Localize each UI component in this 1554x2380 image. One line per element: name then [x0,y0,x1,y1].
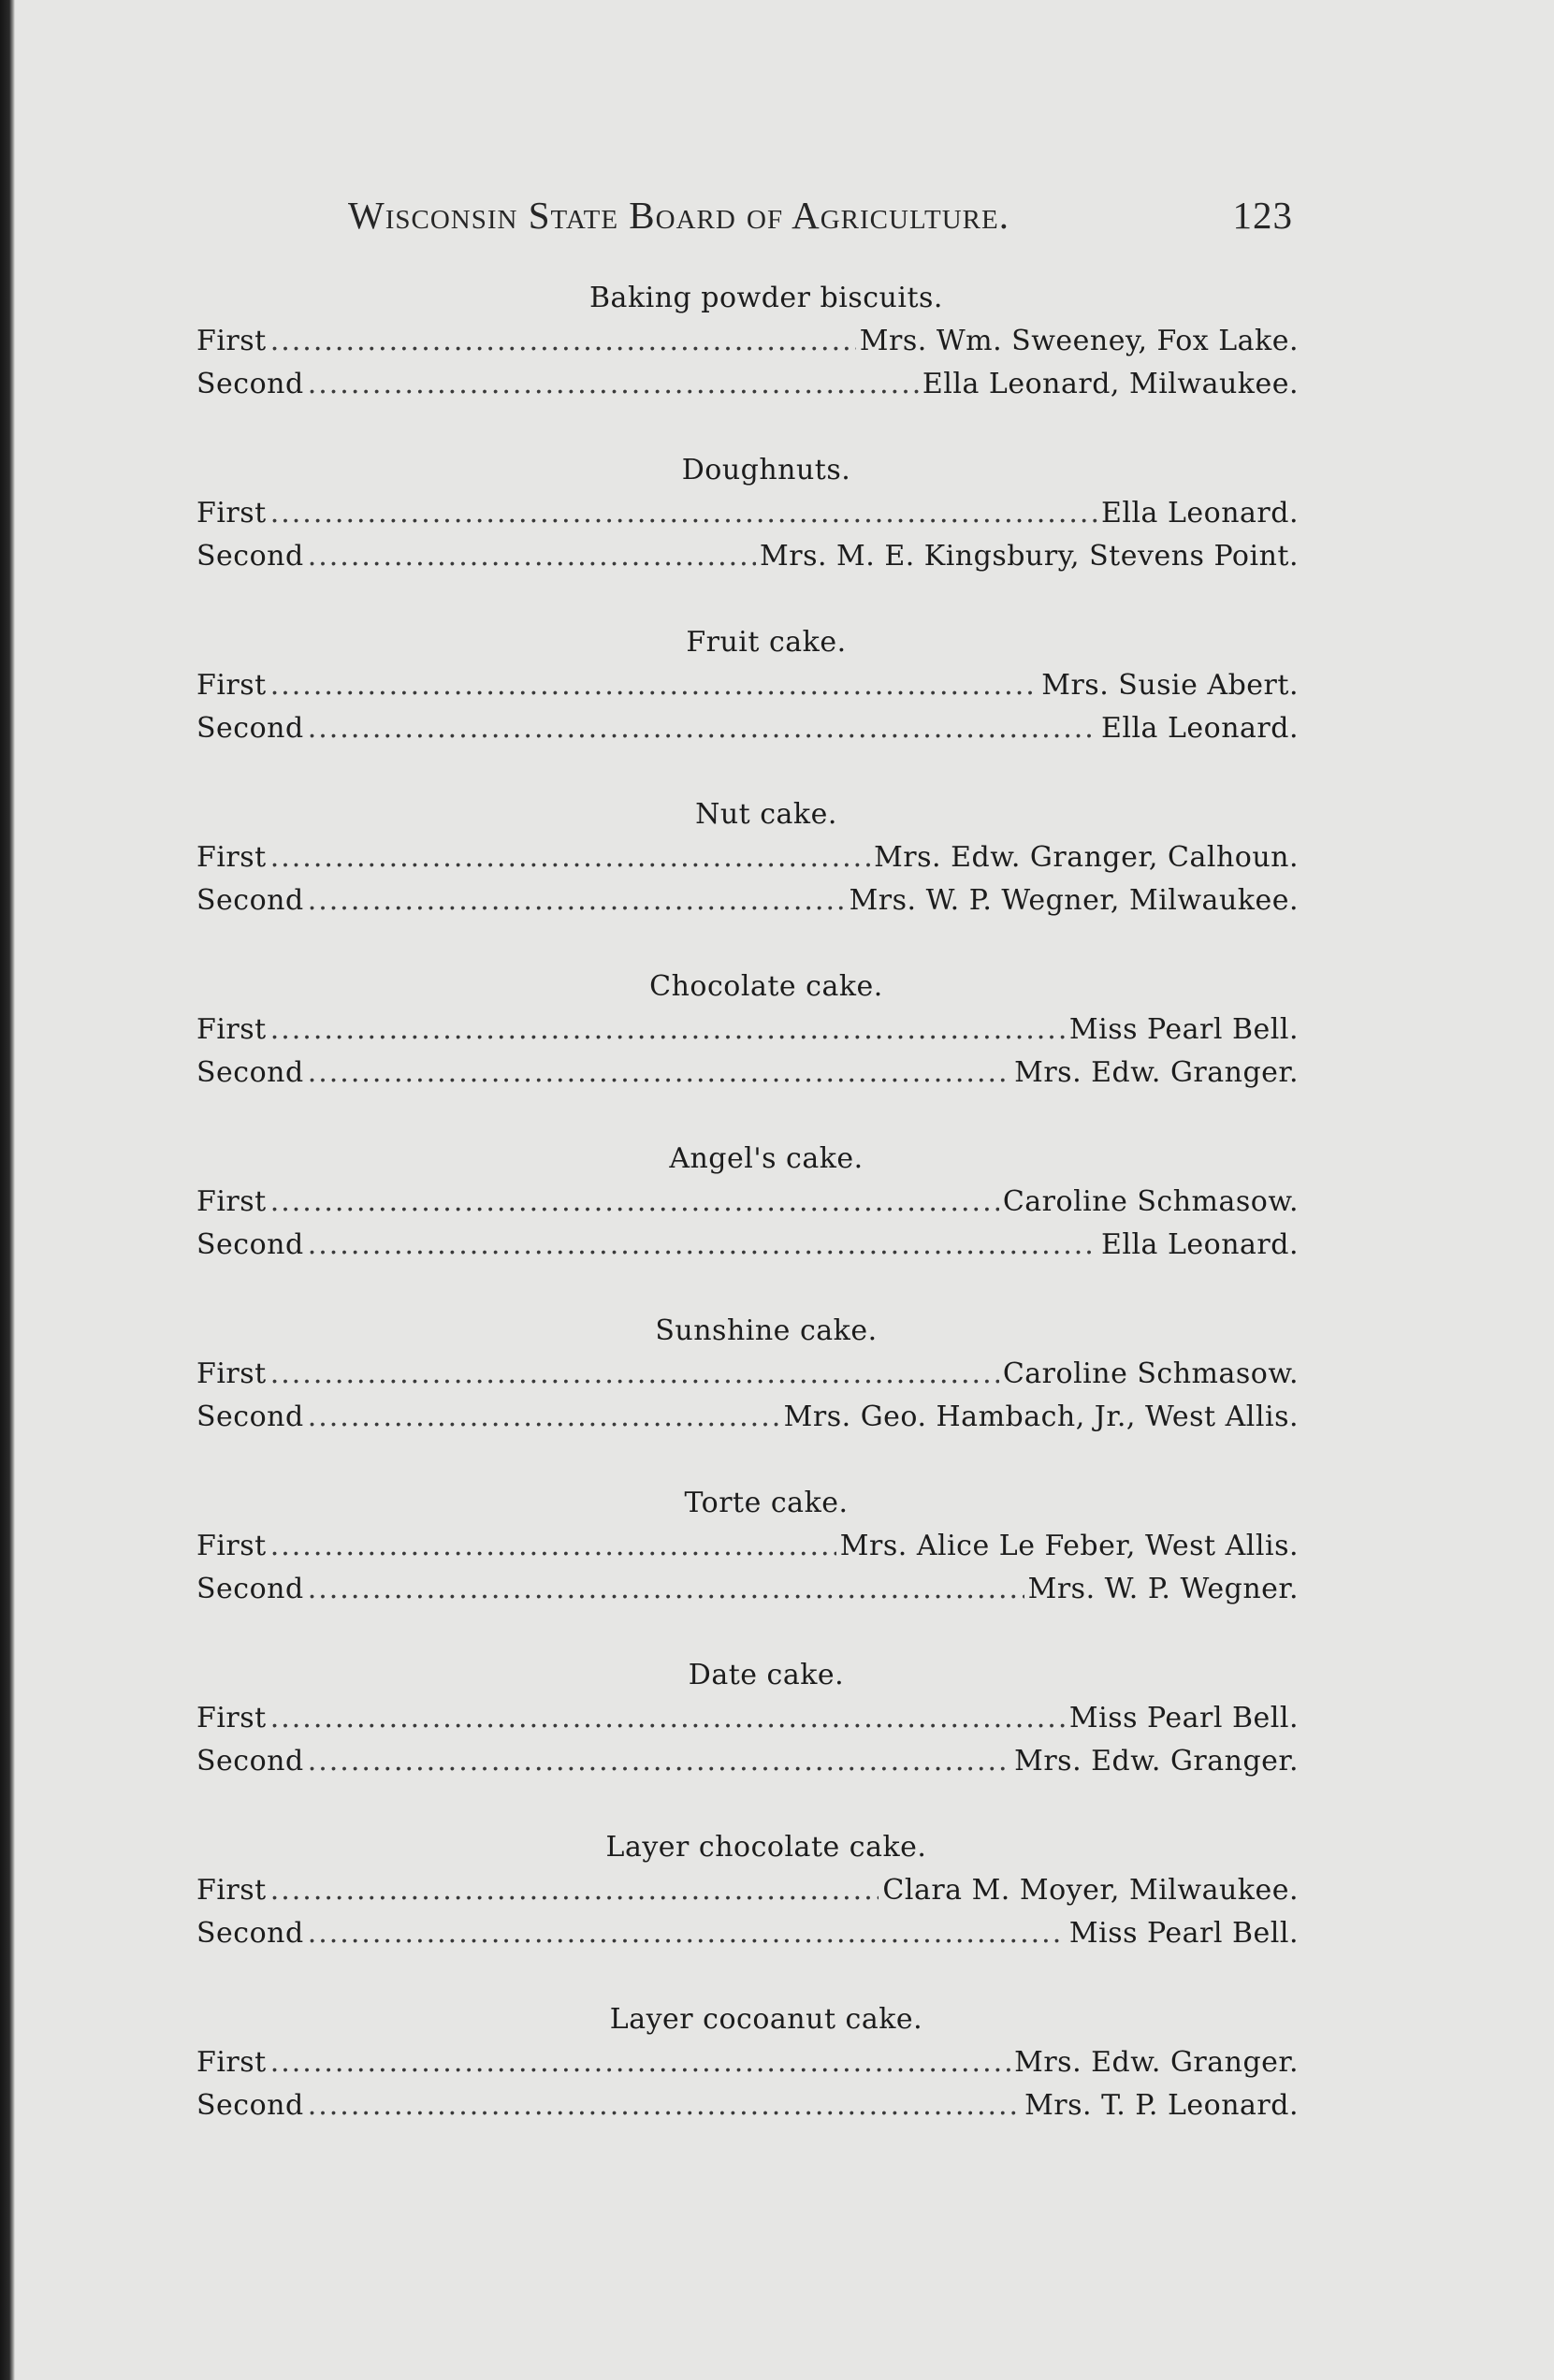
award-place: Second [196,2089,304,2122]
award-place: Second [196,368,304,400]
award-entry [196,492,1299,535]
dot-leader [308,1568,1024,1611]
award-place: First [196,1013,267,1046]
dot-leader [308,535,756,578]
award-winner: Mrs. Edw. Granger. [1014,1056,1299,1089]
award-place: Second [196,1917,304,1950]
award-place: Second [196,540,304,573]
section-title: Angel's cake. [669,1142,864,1175]
award-place: First [196,1874,267,1907]
award-entry [196,1697,1299,1740]
dot-leader [270,1009,1066,1052]
award-entry [196,664,1299,707]
award-entry [196,363,1299,406]
section-title: Fruit cake. [686,626,847,659]
award-place: Second [196,1745,304,1778]
award-winner: Ella Leonard. [1100,1228,1299,1261]
award-winner: Ella Leonard. [1100,712,1299,745]
award-winner: Clara M. Moyer, Milwaukee. [882,1874,1299,1907]
award-place: First [196,1530,267,1562]
award-place: First [196,1702,267,1734]
award-entry [196,1525,1299,1568]
award-entry [196,1052,1299,1095]
award-entry [196,1396,1299,1439]
award-section [196,1654,1299,1826]
award-entry [196,879,1299,922]
award-section [196,793,1299,965]
dot-leader [308,1224,1097,1267]
dot-leader [270,836,870,879]
award-winner: Caroline Schmasow. [1002,1185,1299,1218]
section-title: Doughnuts. [681,454,851,486]
award-place: Second [196,1573,304,1605]
dot-leader [270,1697,1066,1740]
section-title: Chocolate cake. [649,970,883,1003]
page-header [348,193,1293,249]
award-entry [196,2084,1299,2127]
award-place: First [196,1185,267,1218]
award-place: First [196,497,267,530]
award-section [196,1310,1299,1482]
section-title: Baking powder biscuits. [589,282,943,314]
award-entry [196,1181,1299,1224]
dot-leader [270,1181,999,1224]
dot-leader [308,363,919,406]
award-section [196,965,1299,1138]
award-winner: Ella Leonard. [1100,497,1299,530]
page-number: 123 [1232,194,1293,237]
award-section [196,621,1299,793]
award-place: First [196,2046,267,2079]
award-winner: Mrs. T. P. Leonard. [1024,2089,1299,2122]
dot-leader [270,492,1097,535]
award-section [196,1138,1299,1310]
award-winner: Miss Pearl Bell. [1068,1917,1299,1950]
award-place: First [196,841,267,874]
dot-leader [308,1052,1010,1095]
award-entry [196,1740,1299,1783]
dot-leader [270,320,856,363]
award-entry [196,1353,1299,1396]
dot-leader [308,1396,780,1439]
section-title: Torte cake. [684,1487,849,1519]
award-winner: Mrs. W. P. Wegner. [1027,1573,1299,1605]
section-title: Date cake. [688,1659,845,1691]
award-entry [196,1009,1299,1052]
award-winner: Mrs. Wm. Sweeney, Fox Lake. [859,325,1299,357]
award-section [196,1998,1299,2170]
award-winner: Mrs. Geo. Hambach, Jr., West Allis. [783,1400,1299,1433]
dot-leader [270,1869,879,1912]
award-place: First [196,325,267,357]
dot-leader [270,1353,999,1396]
award-winner: Mrs. Susie Abert. [1041,669,1299,702]
award-entry [196,707,1299,750]
award-place: First [196,1357,267,1390]
award-winner: Mrs. Edw. Granger, Calhoun. [874,841,1299,874]
award-entry [196,1568,1299,1611]
dot-leader [308,2084,1021,2127]
award-winner: Mrs. Edw. Granger. [1014,2046,1299,2079]
section-title: Layer chocolate cake. [605,1831,927,1864]
award-entry [196,1869,1299,1912]
award-entry [196,836,1299,879]
dot-leader [308,879,846,922]
award-entry [196,320,1299,363]
dot-leader [270,664,1038,707]
award-place: First [196,669,267,702]
award-entry [196,1224,1299,1267]
dot-leader [270,2041,1010,2084]
award-winner: Mrs. W. P. Wegner, Milwaukee. [849,884,1299,917]
award-place: Second [196,1400,304,1433]
award-place: Second [196,884,304,917]
running-title: Wisconsin State Board of Agriculture. [348,194,1009,237]
dot-leader [308,1912,1066,1955]
award-place: Second [196,1056,304,1089]
award-winner: Mrs. M. E. Kingsbury, Stevens Point. [760,540,1299,573]
dot-leader [308,1740,1010,1783]
award-section [196,277,1299,449]
section-title: Nut cake. [695,798,837,831]
award-entry [196,1912,1299,1955]
award-section [196,1482,1299,1654]
award-section [196,1826,1299,1998]
award-section [196,449,1299,621]
section-title: Sunshine cake. [655,1314,878,1347]
award-winner: Miss Pearl Bell. [1068,1013,1299,1046]
dot-leader [308,707,1097,750]
award-winner: Mrs. Edw. Granger. [1014,1745,1299,1778]
award-place: Second [196,712,304,745]
award-winner: Caroline Schmasow. [1002,1357,1299,1390]
award-entry [196,2041,1299,2084]
award-winner: Ella Leonard, Milwaukee. [922,368,1299,400]
award-entry [196,535,1299,578]
awards-list [196,277,1299,2170]
dot-leader [270,1525,836,1568]
award-winner: Mrs. Alice Le Feber, West Allis. [839,1530,1299,1562]
award-winner: Miss Pearl Bell. [1068,1702,1299,1734]
award-place: Second [196,1228,304,1261]
section-title: Layer cocoanut cake. [609,2003,923,2036]
